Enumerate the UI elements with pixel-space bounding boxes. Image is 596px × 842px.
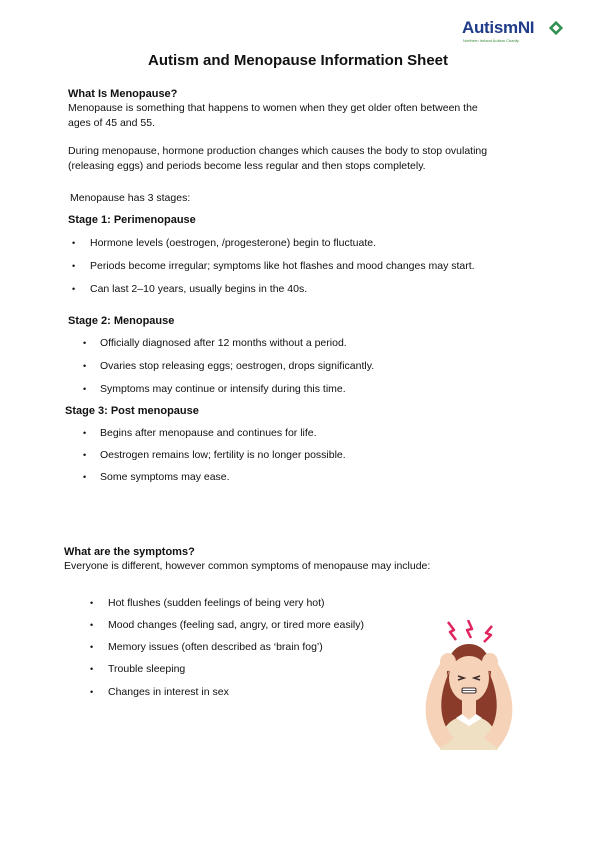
stage3-heading: Stage 3: Post menopause xyxy=(65,405,199,417)
what-is-para1-line2: ages of 45 and 55. xyxy=(68,117,155,129)
page-title: Autism and Menopause Information Sheet xyxy=(147,52,449,69)
what-is-para1-line1: Menopause is something that happens to women when they get older often between the xyxy=(68,102,478,114)
list-item: Memory issues (often described as ‘brain fog’) xyxy=(108,641,323,653)
list-item: Hormone levels (oestrogen, /progesterone) begin to fluctuate. xyxy=(90,237,376,249)
symptoms-heading: What are the symptoms? xyxy=(64,546,195,558)
bullet: • xyxy=(72,261,76,271)
bullet: • xyxy=(83,338,87,348)
list-item: Ovaries stop releasing eggs; oestrogen, drops significantly. xyxy=(100,360,375,372)
alert-zigzag-icon xyxy=(448,622,456,640)
list-item: Oestrogen remains low; fertility is no longer possible. xyxy=(100,449,346,461)
alert-zigzag-icon xyxy=(467,620,472,638)
woman-headache-illustration xyxy=(410,620,528,750)
bullet: • xyxy=(83,428,87,438)
list-item: Symptoms may continue or intensify during this time. xyxy=(100,383,346,395)
logo-tagline: Northern Ireland Autism Charity xyxy=(463,38,519,43)
bullet: • xyxy=(72,238,76,248)
what-is-para2-line2: (releasing eggs) and periods become less regular and then stops completely. xyxy=(68,160,426,172)
logo-diamond-icon xyxy=(546,18,566,38)
list-item: Some symptoms may ease. xyxy=(100,471,230,483)
bullet: • xyxy=(83,472,87,482)
list-item: Changes in interest in sex xyxy=(108,686,229,698)
logo-wordmark xyxy=(462,18,534,38)
logo-text-main: Autism xyxy=(462,18,518,37)
list-item: Officially diagnosed after 12 months without a period. xyxy=(100,337,347,349)
bullet: • xyxy=(90,620,94,630)
list-item: Trouble sleeping xyxy=(108,663,186,675)
stage1-heading: Stage 1: Perimenopause xyxy=(68,214,196,226)
logo-text-ni: NI xyxy=(517,18,535,37)
list-item: Hot flushes (sudden feelings of being very hot) xyxy=(108,597,325,609)
bullet: • xyxy=(83,361,87,371)
list-item: Mood changes (feeling sad, angry, or tired more easily) xyxy=(108,619,365,631)
stage2-heading: Stage 2: Menopause xyxy=(68,315,175,327)
list-item: Begins after menopause and continues for life. xyxy=(100,427,317,439)
symptoms-intro: Everyone is different, however common symptoms of menopause may include: xyxy=(64,560,431,572)
what-is-para2-line1: During menopause, hormone production changes which causes the body to stop ovulating xyxy=(68,145,488,157)
bullet: • xyxy=(90,642,94,652)
what-is-heading: What Is Menopause? xyxy=(68,88,178,100)
alert-zigzag-icon xyxy=(484,626,492,642)
bullet: • xyxy=(72,284,76,294)
bullet: • xyxy=(90,664,94,674)
bullet: • xyxy=(83,450,87,460)
bullet: • xyxy=(83,384,87,394)
bullet: • xyxy=(90,598,94,608)
list-item: Periods become irregular; symptoms like hot flashes and mood changes may start. xyxy=(90,260,475,272)
stages-intro: Menopause has 3 stages: xyxy=(70,192,191,204)
autism-ni-logo xyxy=(462,16,568,48)
bullet: • xyxy=(90,687,94,697)
list-item: Can last 2–10 years, usually begins in the 40s. xyxy=(90,283,308,295)
